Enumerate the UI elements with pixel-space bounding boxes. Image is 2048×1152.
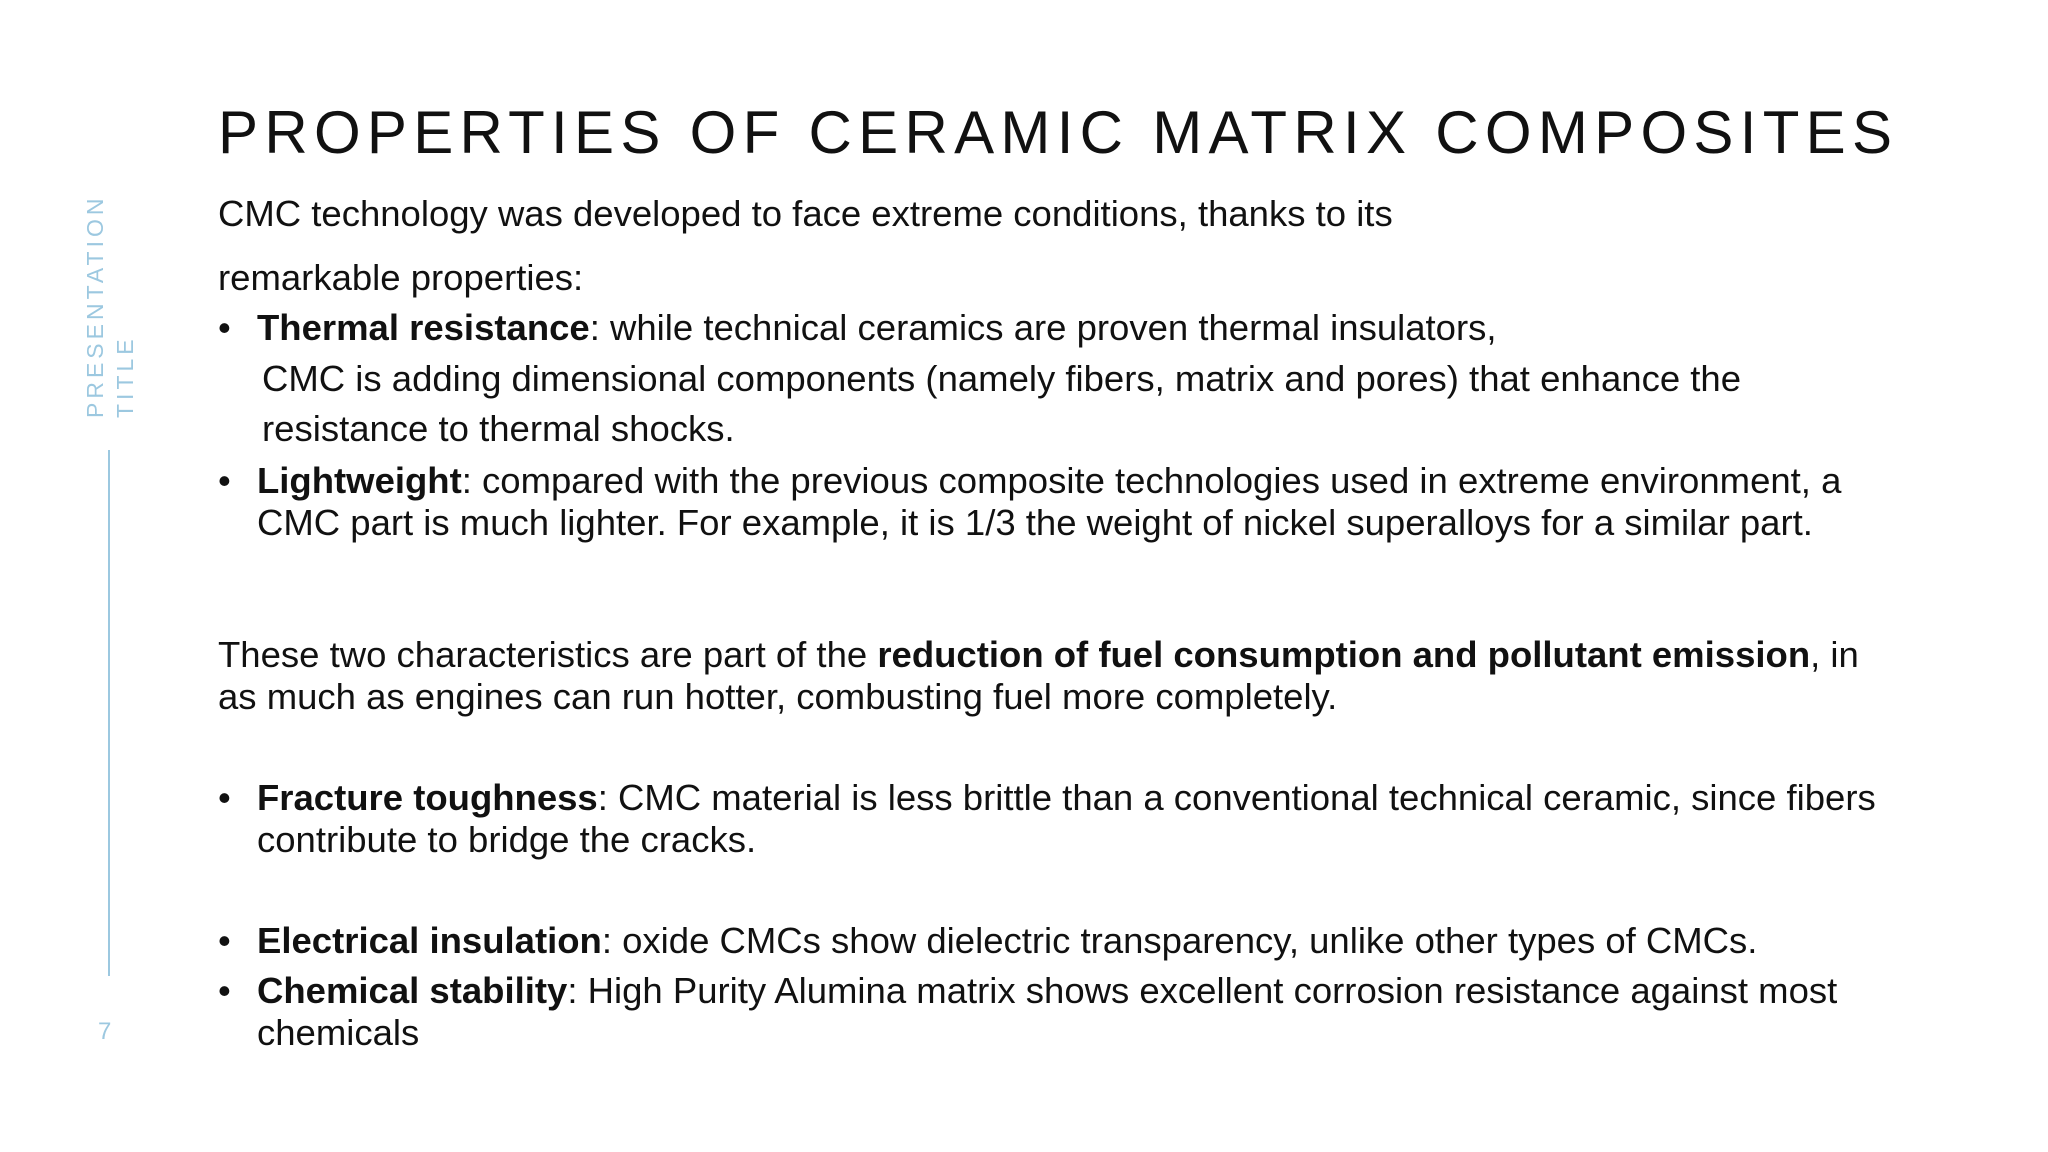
slide-title: PROPERTIES OF CERAMIC MATRIX COMPOSITES: [218, 99, 1899, 166]
intro-line-1: CMC technology was developed to face extreme conditions, thanks to its: [218, 193, 1393, 234]
bullet-fracture-toughness: [218, 777, 1898, 861]
intro-line-2: remarkable properties:: [218, 257, 584, 298]
thermal-continuation-2: resistance to thermal shocks.: [262, 408, 735, 449]
bullet-marker: •: [218, 777, 231, 818]
summary-bold: reduction of fuel consumption and pollutant emission: [877, 634, 1811, 675]
bullet-label: Thermal resistance: [257, 307, 590, 348]
summary-text-after: , in as much as engines can run hotter, combusting fuel more completely.: [218, 634, 1859, 717]
bullet-text: [257, 307, 1897, 349]
bullet-text: [257, 970, 1897, 1054]
bullet-body: : CMC material is less brittle than a conventional technical ceramic, since fibers contribute to bridge the cracks.: [257, 777, 1876, 860]
bullet-lightweight: [218, 460, 1898, 544]
bullet-chemical-stability: [218, 970, 1898, 1054]
thermal-continuation-1: CMC is adding dimensional components (namely fibers, matrix and pores) that enhance the: [262, 358, 1741, 399]
bullet-marker: •: [218, 460, 231, 501]
summary-paragraph: [218, 634, 1898, 718]
bullet-text: [257, 920, 1897, 962]
bullet-marker: •: [218, 920, 231, 961]
bullet-body: : High Purity Alumina matrix shows excellent corrosion resistance against most chemicals: [257, 970, 1838, 1053]
bullet-marker: •: [218, 307, 231, 348]
bullet-body: : compared with the previous composite technologies used in extreme environment, a CMC part is much lighter. For example, it is 1/3 the weight of nickel superalloys for a similar part.: [257, 460, 1842, 543]
bullet-thermal-resistance: [218, 307, 1898, 349]
bullet-label: Electrical insulation: [257, 920, 602, 961]
bullet-text: [257, 777, 1897, 861]
bullet-label: Chemical stability: [257, 970, 568, 1011]
bullet-body: : oxide CMCs show dielectric transparency, unlike other types of CMCs.: [601, 920, 1758, 961]
page-number: 7: [98, 1018, 112, 1045]
sidebar: [0, 0, 150, 1152]
bullet-text: [257, 460, 1897, 544]
summary-text-before: These two characteristics are part of the: [218, 634, 878, 675]
bullet-marker: •: [218, 970, 231, 1011]
bullet-electrical-insulation: [218, 920, 1898, 962]
presentation-title-vertical: PRESENTATION TITLE: [82, 194, 138, 418]
bullet-label: Lightweight: [257, 460, 462, 501]
bullet-label: Fracture toughness: [257, 777, 598, 818]
sidebar-divider-line: [108, 450, 110, 976]
bullet-body: : while technical ceramics are proven thermal insulators,: [589, 307, 1497, 348]
